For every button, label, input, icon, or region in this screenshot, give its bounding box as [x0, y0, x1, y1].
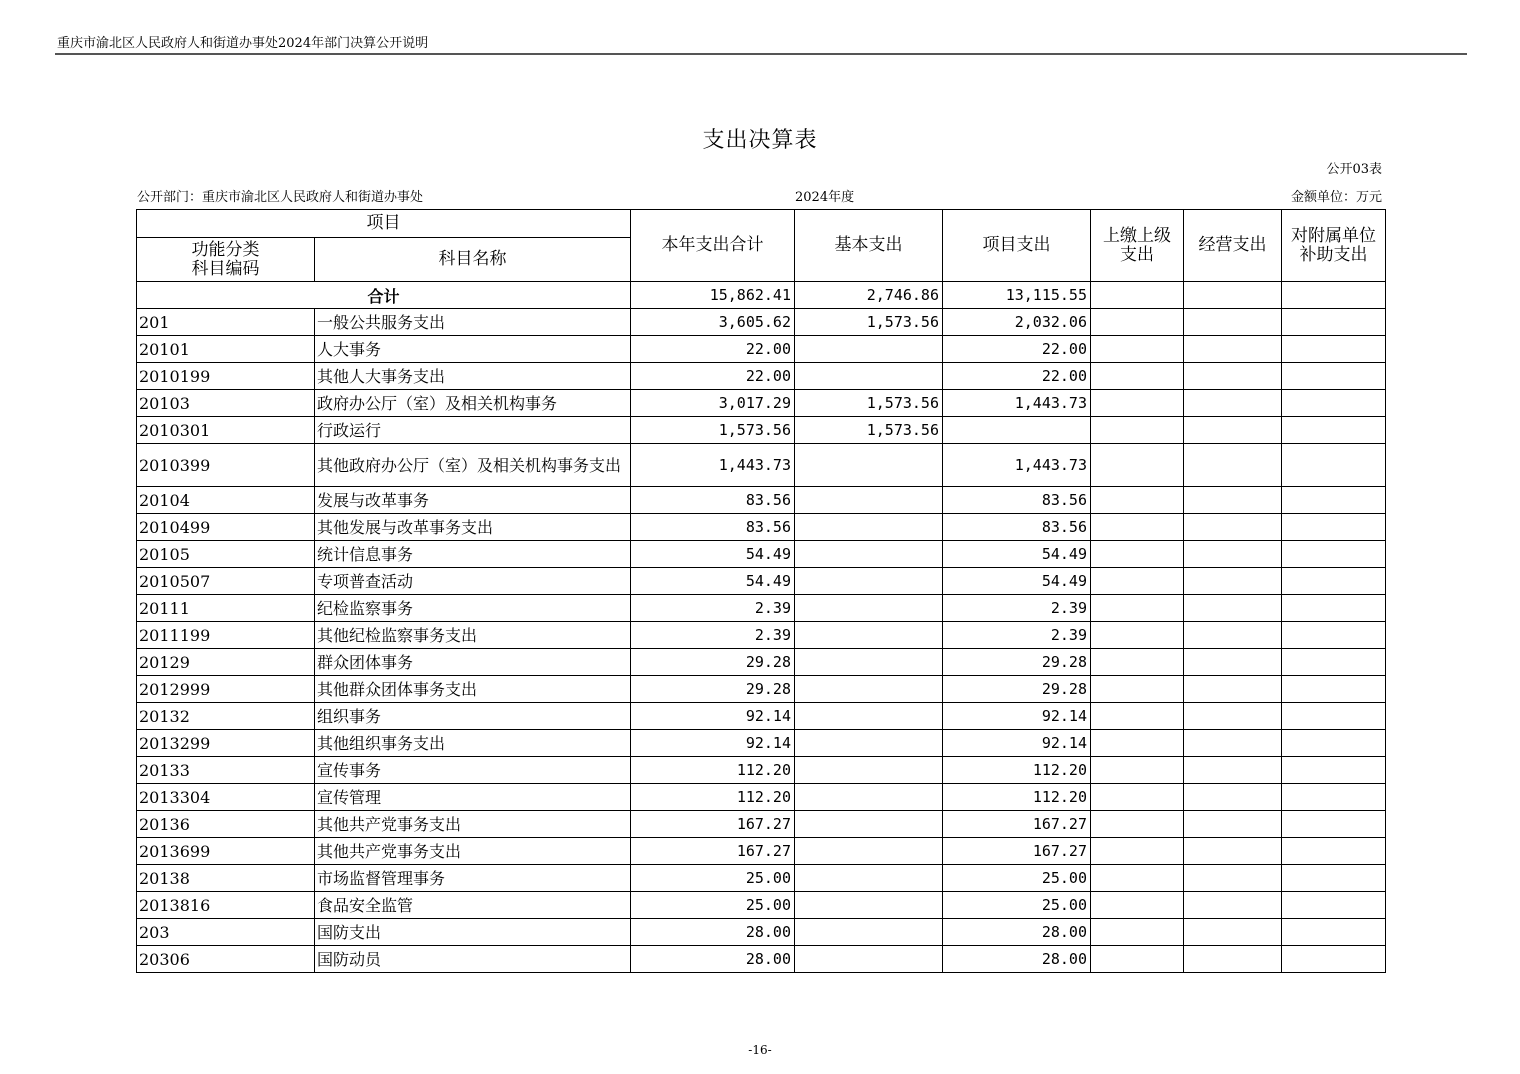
row-code: 20103 [137, 390, 315, 417]
row-basic [795, 865, 943, 892]
table-row [137, 649, 1386, 676]
header-rule [55, 53, 1467, 55]
row-code: 2010301 [137, 417, 315, 444]
row-project: 83.56 [943, 514, 1091, 541]
row-business [1184, 336, 1282, 363]
row-basic [795, 757, 943, 784]
table-row [137, 514, 1386, 541]
table-row [137, 730, 1386, 757]
total-label: 合计 [137, 282, 631, 309]
row-code: 201 [137, 309, 315, 336]
row-total: 92.14 [631, 730, 795, 757]
total-subsidy [1282, 282, 1386, 309]
row-upper [1091, 784, 1184, 811]
row-basic [795, 676, 943, 703]
table-row [137, 336, 1386, 363]
header-business: 经营支出 [1184, 210, 1282, 282]
table-row [137, 363, 1386, 390]
header-subsidy: 对附属单位 补助支出 [1282, 210, 1386, 282]
table-row [137, 417, 1386, 444]
row-upper [1091, 595, 1184, 622]
row-code: 20136 [137, 811, 315, 838]
row-subsidy [1282, 649, 1386, 676]
row-business [1184, 487, 1282, 514]
row-code: 2010399 [137, 444, 315, 487]
table-row [137, 390, 1386, 417]
table-row [137, 444, 1386, 487]
row-name: 食品安全监管 [315, 892, 631, 919]
row-name: 组织事务 [315, 703, 631, 730]
row-basic [795, 487, 943, 514]
row-total: 25.00 [631, 892, 795, 919]
row-business [1184, 622, 1282, 649]
form-number: 公开03表 [1326, 162, 1382, 177]
row-name: 市场监督管理事务 [315, 865, 631, 892]
row-total: 167.27 [631, 811, 795, 838]
row-upper [1091, 892, 1184, 919]
row-total: 83.56 [631, 487, 795, 514]
row-upper [1091, 649, 1184, 676]
row-subsidy [1282, 703, 1386, 730]
row-total: 112.20 [631, 784, 795, 811]
row-total: 28.00 [631, 946, 795, 973]
row-subsidy [1282, 417, 1386, 444]
table-title: 支出决算表 [702, 128, 818, 153]
row-total: 112.20 [631, 757, 795, 784]
row-code: 203 [137, 919, 315, 946]
row-upper [1091, 757, 1184, 784]
row-upper [1091, 730, 1184, 757]
row-project: 22.00 [943, 336, 1091, 363]
row-subsidy [1282, 568, 1386, 595]
row-name: 其他纪检监察事务支出 [315, 622, 631, 649]
row-project: 54.49 [943, 541, 1091, 568]
row-basic [795, 622, 943, 649]
row-basic [795, 730, 943, 757]
row-name: 国防支出 [315, 919, 631, 946]
row-basic [795, 336, 943, 363]
row-code: 2011199 [137, 622, 315, 649]
table-row [137, 784, 1386, 811]
row-basic [795, 649, 943, 676]
table-row [137, 892, 1386, 919]
row-total: 1,443.73 [631, 444, 795, 487]
table-row [137, 309, 1386, 336]
row-code: 20306 [137, 946, 315, 973]
row-total: 92.14 [631, 703, 795, 730]
department-label: 公开部门：重庆市渝北区人民政府人和街道办事处 [137, 190, 424, 205]
total-amount: 15,862.41 [631, 282, 795, 309]
row-name: 其他共产党事务支出 [315, 811, 631, 838]
row-basic [795, 811, 943, 838]
row-business [1184, 444, 1282, 487]
row-subsidy [1282, 730, 1386, 757]
row-code: 20104 [137, 487, 315, 514]
row-name: 其他发展与改革事务支出 [315, 514, 631, 541]
row-name: 行政运行 [315, 417, 631, 444]
table-row [137, 946, 1386, 973]
row-total: 83.56 [631, 514, 795, 541]
row-subsidy [1282, 541, 1386, 568]
table-row [137, 811, 1386, 838]
table-row [137, 595, 1386, 622]
row-total: 167.27 [631, 838, 795, 865]
row-upper [1091, 363, 1184, 390]
row-basic [795, 363, 943, 390]
row-business [1184, 514, 1282, 541]
row-project: 1,443.73 [943, 390, 1091, 417]
row-subsidy [1282, 336, 1386, 363]
row-total: 29.28 [631, 676, 795, 703]
row-name: 人大事务 [315, 336, 631, 363]
row-name: 宣传事务 [315, 757, 631, 784]
row-upper [1091, 676, 1184, 703]
row-total: 25.00 [631, 865, 795, 892]
row-business [1184, 676, 1282, 703]
row-business [1184, 595, 1282, 622]
row-project: 54.49 [943, 568, 1091, 595]
row-subsidy [1282, 622, 1386, 649]
row-basic: 1,573.56 [795, 390, 943, 417]
total-project: 13,115.55 [943, 282, 1091, 309]
row-code: 2010507 [137, 568, 315, 595]
row-project: 167.27 [943, 811, 1091, 838]
row-business [1184, 417, 1282, 444]
row-code: 20138 [137, 865, 315, 892]
header-upper: 上缴上级 支出 [1091, 210, 1184, 282]
header-basic: 基本支出 [795, 210, 943, 282]
header-total: 本年支出合计 [631, 210, 795, 282]
header-name: 科目名称 [315, 238, 631, 282]
row-project: 2.39 [943, 595, 1091, 622]
row-business [1184, 865, 1282, 892]
row-basic [795, 514, 943, 541]
row-basic [795, 838, 943, 865]
row-project: 2.39 [943, 622, 1091, 649]
row-code: 20132 [137, 703, 315, 730]
row-total: 1,573.56 [631, 417, 795, 444]
row-total: 22.00 [631, 336, 795, 363]
header-project: 项目支出 [943, 210, 1091, 282]
row-name: 专项普查活动 [315, 568, 631, 595]
row-business [1184, 892, 1282, 919]
row-business [1184, 919, 1282, 946]
row-subsidy [1282, 946, 1386, 973]
row-upper [1091, 838, 1184, 865]
row-subsidy [1282, 309, 1386, 336]
row-project: 29.28 [943, 676, 1091, 703]
row-code: 2013304 [137, 784, 315, 811]
row-upper [1091, 390, 1184, 417]
row-subsidy [1282, 363, 1386, 390]
row-basic [795, 784, 943, 811]
row-project: 25.00 [943, 865, 1091, 892]
row-total: 54.49 [631, 568, 795, 595]
row-project: 2,032.06 [943, 309, 1091, 336]
row-code: 20129 [137, 649, 315, 676]
row-business [1184, 946, 1282, 973]
table-row [137, 919, 1386, 946]
row-name: 其他共产党事务支出 [315, 838, 631, 865]
row-total: 54.49 [631, 541, 795, 568]
row-total: 3,017.29 [631, 390, 795, 417]
row-subsidy [1282, 390, 1386, 417]
row-code: 20111 [137, 595, 315, 622]
total-row [137, 282, 1386, 309]
table-row [137, 568, 1386, 595]
table-row [137, 865, 1386, 892]
row-name: 群众团体事务 [315, 649, 631, 676]
table-row [137, 676, 1386, 703]
row-upper [1091, 444, 1184, 487]
row-upper [1091, 514, 1184, 541]
row-project: 25.00 [943, 892, 1091, 919]
row-upper [1091, 919, 1184, 946]
fiscal-year: 2024年度 [795, 190, 855, 205]
row-name: 纪检监察事务 [315, 595, 631, 622]
row-business [1184, 309, 1282, 336]
header-item: 项目 [137, 210, 631, 238]
row-total: 28.00 [631, 919, 795, 946]
row-code: 2012999 [137, 676, 315, 703]
row-business [1184, 703, 1282, 730]
running-header: 重庆市渝北区人民政府人和街道办事处2024年部门决算公开说明 [57, 36, 429, 51]
expenditure-table [136, 209, 1386, 973]
row-code: 2013299 [137, 730, 315, 757]
row-total: 2.39 [631, 595, 795, 622]
row-project: 112.20 [943, 784, 1091, 811]
row-basic [795, 946, 943, 973]
row-project: 1,443.73 [943, 444, 1091, 487]
row-business [1184, 838, 1282, 865]
row-upper [1091, 336, 1184, 363]
row-total: 3,605.62 [631, 309, 795, 336]
row-total: 2.39 [631, 622, 795, 649]
row-basic: 1,573.56 [795, 309, 943, 336]
row-project: 22.00 [943, 363, 1091, 390]
row-project: 92.14 [943, 730, 1091, 757]
row-total: 22.00 [631, 363, 795, 390]
row-name: 其他政府办公厅（室）及相关机构事务支出 [315, 444, 631, 487]
row-name: 一般公共服务支出 [315, 309, 631, 336]
row-upper [1091, 309, 1184, 336]
row-subsidy [1282, 811, 1386, 838]
total-business [1184, 282, 1282, 309]
row-basic [795, 703, 943, 730]
row-business [1184, 363, 1282, 390]
page-number: -16- [748, 1043, 772, 1057]
row-basic [795, 568, 943, 595]
row-project: 28.00 [943, 919, 1091, 946]
row-upper [1091, 417, 1184, 444]
row-subsidy [1282, 444, 1386, 487]
row-subsidy [1282, 757, 1386, 784]
row-project: 92.14 [943, 703, 1091, 730]
row-subsidy [1282, 892, 1386, 919]
row-code: 2013699 [137, 838, 315, 865]
row-total: 29.28 [631, 649, 795, 676]
table-row [137, 838, 1386, 865]
row-basic [795, 919, 943, 946]
row-business [1184, 649, 1282, 676]
row-subsidy [1282, 514, 1386, 541]
row-business [1184, 568, 1282, 595]
row-subsidy [1282, 865, 1386, 892]
row-code: 2010499 [137, 514, 315, 541]
row-business [1184, 390, 1282, 417]
table-row [137, 487, 1386, 514]
total-upper [1091, 282, 1184, 309]
row-upper [1091, 811, 1184, 838]
row-project: 167.27 [943, 838, 1091, 865]
row-upper [1091, 568, 1184, 595]
row-basic [795, 595, 943, 622]
row-business [1184, 541, 1282, 568]
row-project [943, 417, 1091, 444]
row-name: 国防动员 [315, 946, 631, 973]
row-basic [795, 444, 943, 487]
row-upper [1091, 487, 1184, 514]
row-subsidy [1282, 919, 1386, 946]
row-project: 28.00 [943, 946, 1091, 973]
row-name: 其他群众团体事务支出 [315, 676, 631, 703]
row-subsidy [1282, 676, 1386, 703]
table-row [137, 541, 1386, 568]
table-row [137, 622, 1386, 649]
row-upper [1091, 622, 1184, 649]
row-business [1184, 757, 1282, 784]
row-subsidy [1282, 784, 1386, 811]
row-basic [795, 892, 943, 919]
row-business [1184, 811, 1282, 838]
row-basic [795, 541, 943, 568]
row-upper [1091, 703, 1184, 730]
row-name: 发展与改革事务 [315, 487, 631, 514]
row-subsidy [1282, 595, 1386, 622]
row-code: 20105 [137, 541, 315, 568]
row-name: 其他人大事务支出 [315, 363, 631, 390]
row-code: 2010199 [137, 363, 315, 390]
row-subsidy [1282, 487, 1386, 514]
row-project: 29.28 [943, 649, 1091, 676]
row-upper [1091, 946, 1184, 973]
row-project: 83.56 [943, 487, 1091, 514]
header-code: 功能分类 科目编码 [137, 238, 315, 282]
row-upper [1091, 541, 1184, 568]
row-name: 政府办公厅（室）及相关机构事务 [315, 390, 631, 417]
row-name: 统计信息事务 [315, 541, 631, 568]
table-row [137, 757, 1386, 784]
row-name: 宣传管理 [315, 784, 631, 811]
row-business [1184, 784, 1282, 811]
table-row [137, 703, 1386, 730]
row-name: 其他组织事务支出 [315, 730, 631, 757]
row-subsidy [1282, 838, 1386, 865]
amount-unit: 金额单位：万元 [1290, 190, 1382, 205]
row-project: 112.20 [943, 757, 1091, 784]
row-upper [1091, 865, 1184, 892]
total-basic: 2,746.86 [795, 282, 943, 309]
row-code: 20101 [137, 336, 315, 363]
row-basic: 1,573.56 [795, 417, 943, 444]
row-code: 20133 [137, 757, 315, 784]
row-business [1184, 730, 1282, 757]
row-code: 2013816 [137, 892, 315, 919]
